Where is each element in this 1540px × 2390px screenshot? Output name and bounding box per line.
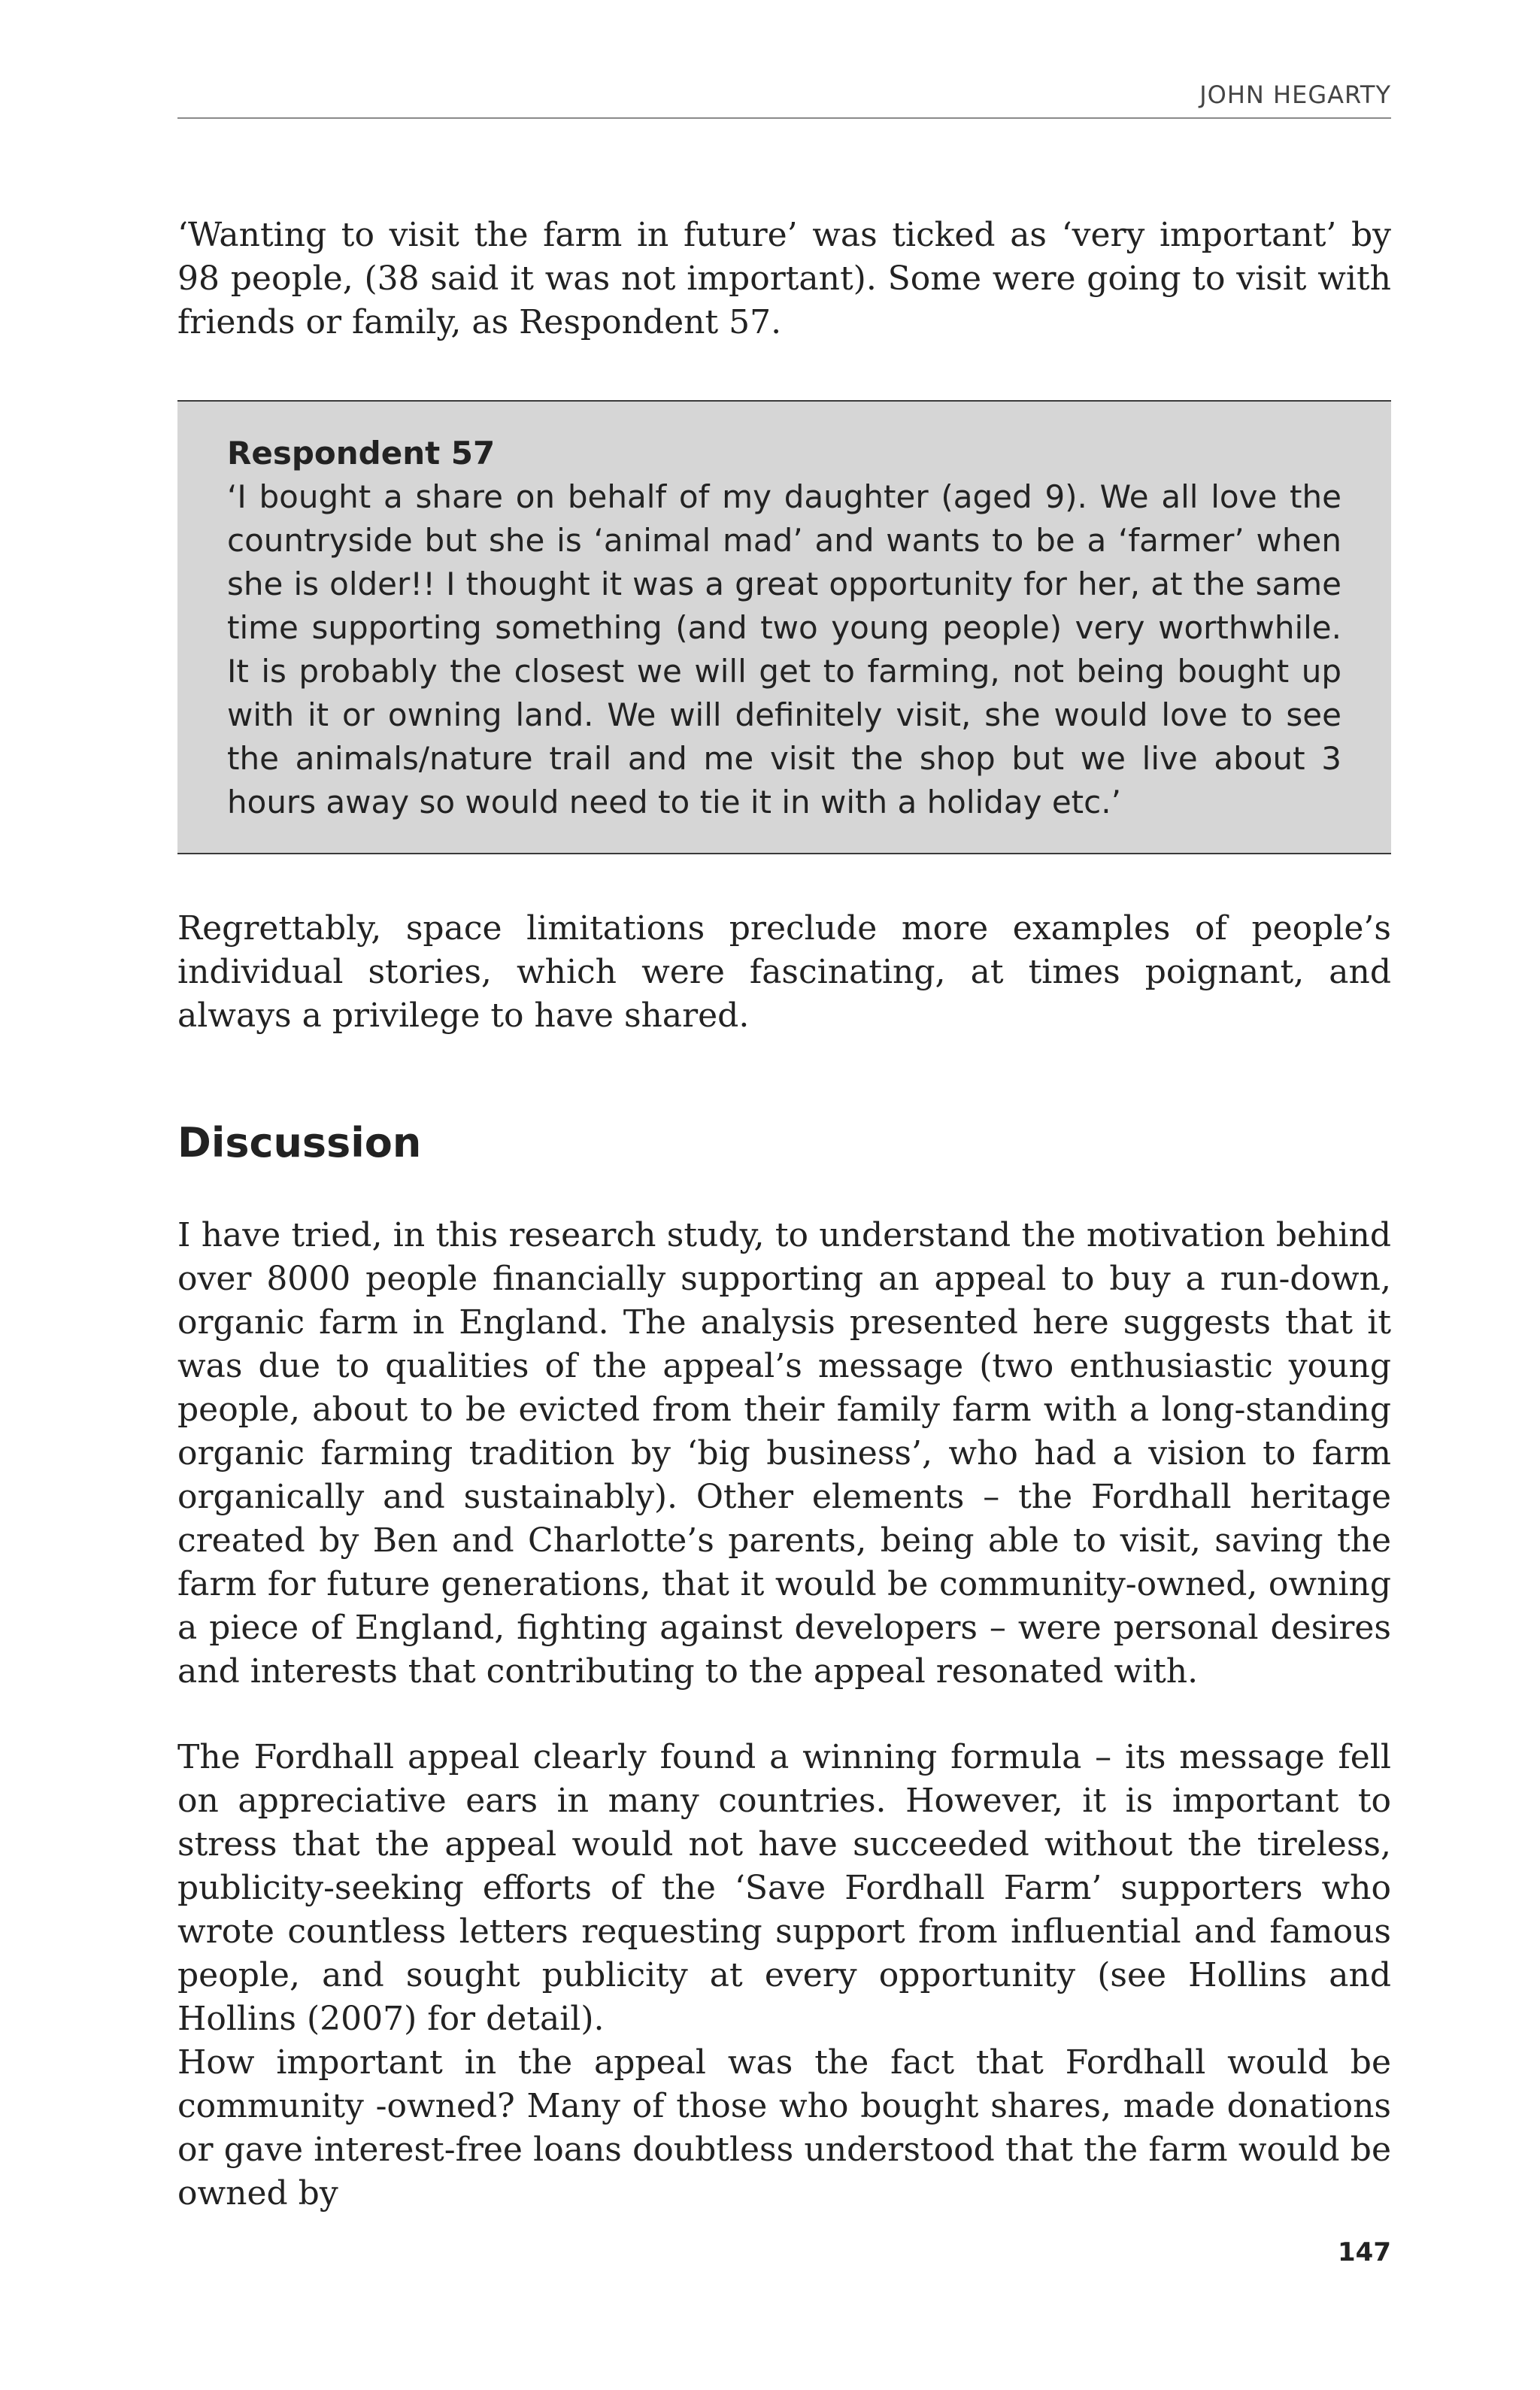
discussion-paragraph-2: The Fordhall appeal clearly found a winning formula – its message fell on appreciative ears in many countries. However, it is important to stress that the appeal would not have succeeded without the tireless, publicity-seeking efforts of the ‘Save Fordhall Farm’ supporters who wrote countless letters requesting support from influential and famous people, and sought publicity at every opportunity (see Hollins and Hollins (2007) for detail). — [177, 1738, 1391, 2038]
page-number: 147 — [1338, 2237, 1391, 2267]
book-page — [177, 0, 1391, 2390]
intro-paragraph: ‘Wanting to visit the farm in future’ was ticked as ‘very important’ by 98 people, (38 said it was not important). Some were going to visit with friends or family, as Respondent 57. — [177, 216, 1391, 341]
respondent-quote-content — [227, 432, 1341, 824]
regrettably-paragraph: Regrettably, space limitations preclude more examples of people’s individual stories, which were fascinating, at times poignant, and always a privilege to have shared. — [177, 909, 1391, 1035]
discussion-paragraph-1: I have tried, in this research study, to understand the motivation behind over 8000 people financially supporting an appeal to buy a run-down, organic farm in England. The analysis presented here suggests that it was due to qualities of the appeal’s message (two enthusiastic young people, about to be evicted from their family farm with a long-standing organic farming tradition by ‘big business’, who had a vision to farm organically and sustainably). Other elements – the Fordhall heritage created by Ben and Charlotte’s parents, being able to visit, saving the farm for future generations, that it would be community-owned, owning a piece of England, fighting against developers – were personal desires and interests that contributing to the appeal resonated with. — [177, 1216, 1391, 1691]
respondent-quote-title: Respondent 57 — [227, 435, 496, 472]
section-heading-discussion: Discussion — [177, 1119, 422, 1166]
running-head-author: JOHN HEGARTY — [1199, 80, 1391, 109]
respondent-quote-box — [177, 400, 1391, 854]
header-rule — [177, 117, 1391, 119]
discussion-paragraph-3: How important in the appeal was the fact that Fordhall would be community -owned? Many of those who bought shares, made donations or gave interest-free loans doubtless understood that the farm would be owned by — [177, 2043, 1391, 2213]
respondent-quote-text: ‘I bought a share on behalf of my daughter (aged 9). We all love the countryside but she is ‘animal mad’ and wants to be a ‘farmer’ when she is older!! I thought it was a great opportunity for her, at the same time supporting something (and two young people) very worthwhile. It is probably the closest we will get to farming, not being bought up with it or owning land. We will definitely visit, she would love to see the animals/nature trail and me visit the shop but we live about 3 hours away so would need to tie it in with a holiday etc.’ — [227, 478, 1341, 820]
